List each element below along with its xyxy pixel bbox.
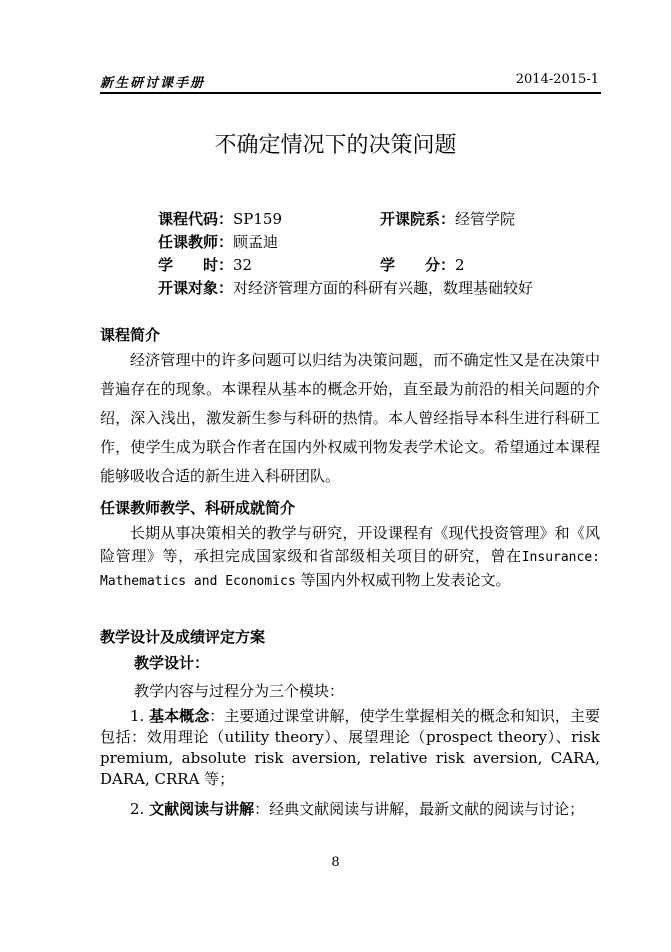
running-header-term: 2014-2015-1 — [515, 72, 599, 87]
teacher-section-heading: 任课教师教学、科研成就简介 — [100, 499, 296, 517]
course-teacher-value: 顾孟迪 — [233, 233, 279, 251]
course-code-label: 课程代码： — [158, 210, 234, 228]
course-target-value: 对经济管理方面的科研有兴趣，数理基础较好 — [233, 279, 534, 297]
intro-paragraph: 经济管理中的许多问题可以归结为决策问题，而不确定性又是在决策中普遍存在的现象。本课程从基本的概念开始，直至最为前沿的相关问题的介绍，深入浅出，激发新生参与科研的热情。本人曾经指导本科生进行科研工作，使学生成为联合作者在国内外权威刊物发表学术论文。希望通过本课程能够吸收合适的新生进入科研团队。 — [100, 351, 600, 485]
running-header-title: 新生研讨课手册 — [100, 76, 206, 91]
course-hours — [158, 254, 252, 275]
module-1-title: 基本概念 — [149, 707, 210, 725]
course-teacher-label: 任课教师： — [158, 233, 234, 251]
module-1-text: ：主要通过课堂讲解，使学生掌握相关的概念和知识，主要包括：效用理论（utility theory）、展望理论（prospect theory）、risk premium, absolute risk aversion, relative risk aversion, CARA, DARA, CRRA 等； — [100, 707, 600, 788]
module-2-text: ：经典文献阅读与讲解，最新文献的阅读与讨论； — [254, 800, 585, 818]
course-teacher — [158, 231, 278, 252]
module-1-number: 1. — [130, 707, 150, 725]
course-credits — [380, 254, 465, 275]
module-2 — [100, 799, 600, 820]
module-2-number: 2. — [130, 800, 150, 818]
course-code-value: SP159 — [233, 210, 283, 228]
journal-name: Insurance: Mathematics and Economics — [100, 549, 600, 589]
design-subheading: 教学设计： — [134, 654, 210, 672]
course-dept-value: 经管学院 — [455, 210, 516, 228]
header-rule — [100, 92, 601, 94]
teacher-text-a: 长期从事决策相关的教学与研究，开设课程有《现代投资管理》和《风险管理》等，承担完成国家级和省部级相关项目的研究，曾在 — [100, 524, 600, 565]
course-dept-label: 开课院系： — [380, 210, 456, 228]
course-hours-value: 32 — [233, 256, 253, 274]
teacher-text-b: 等国内外权威刊物上发表论文。 — [295, 571, 511, 589]
course-code — [158, 208, 282, 229]
intro-heading: 课程简介 — [100, 326, 161, 344]
module-2-title: 文献阅读与讲解 — [149, 800, 255, 818]
course-target — [158, 277, 533, 298]
course-hours-label: 学 时： — [158, 256, 234, 274]
teacher-paragraph — [100, 522, 600, 594]
course-credits-value: 2 — [455, 256, 465, 274]
course-target-label: 开课对象： — [158, 279, 234, 297]
course-credits-label: 学 分： — [380, 256, 456, 274]
module-1 — [100, 706, 600, 790]
design-lead: 教学内容与过程分为三个模块： — [134, 682, 345, 700]
page-title: 不确定情况下的决策问题 — [214, 133, 457, 158]
design-heading: 教学设计及成绩评定方案 — [100, 628, 266, 646]
page-number: 8 — [331, 855, 340, 870]
course-dept — [380, 208, 515, 229]
